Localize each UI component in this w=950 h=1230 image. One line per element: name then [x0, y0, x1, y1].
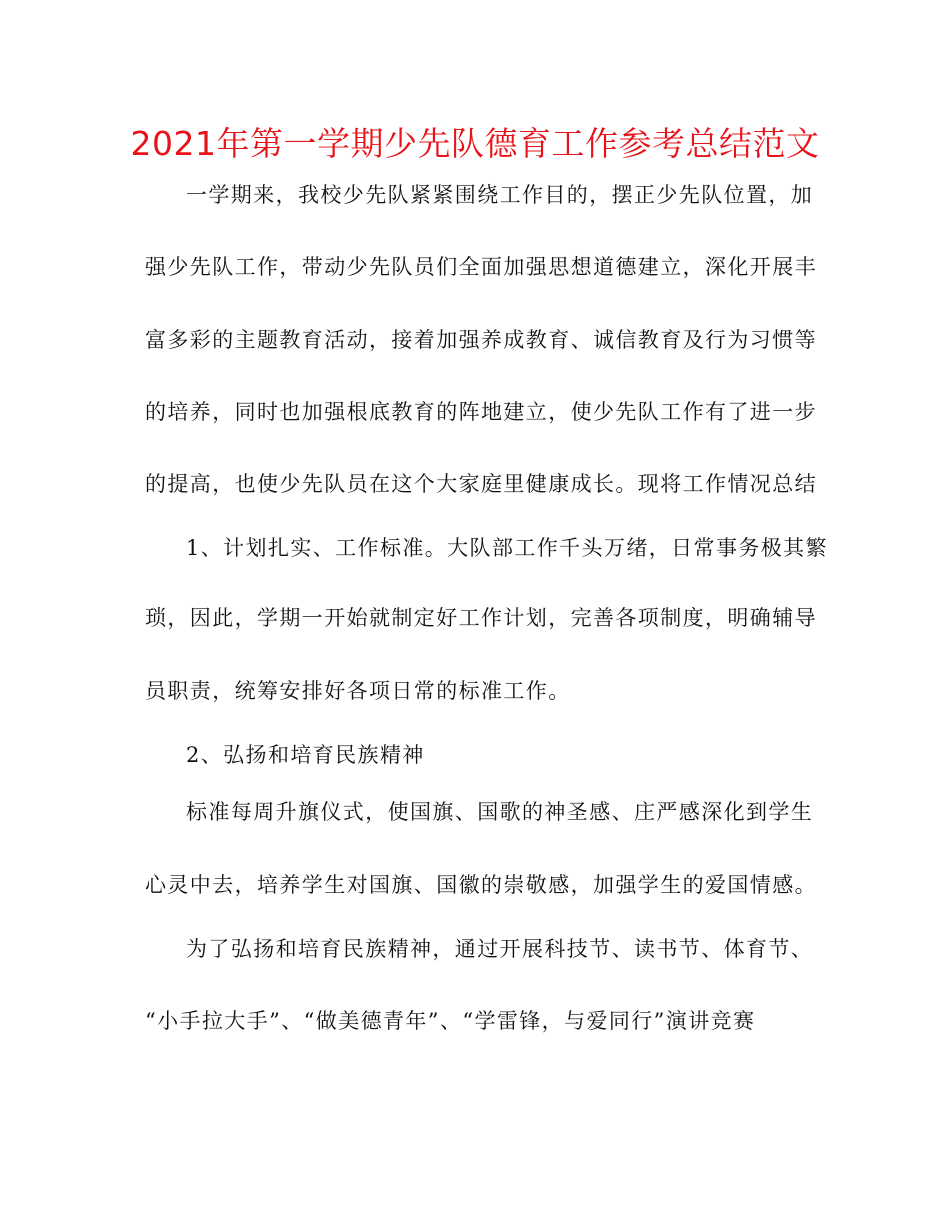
- paragraph-line: 的培养，同时也加强根底教育的阵地建立，使少先队工作有了进一步: [145, 400, 817, 424]
- paragraph-line: 标准每周升旗仪式，使国旗、国歌的神圣感、庄严感深化到学生: [186, 800, 814, 824]
- paragraph-line: 富多彩的主题教育活动，接着加强养成教育、诚信教育及行为习惯等: [145, 328, 817, 352]
- paragraph-line: “小手拉大手”、“做美德青年”、“学雷锋，与爱同行”演讲竞赛: [145, 1009, 756, 1033]
- document-title: 2021年第一学期少先队德育工作参考总结范文: [130, 124, 820, 163]
- paragraph-line: 1、计划扎实、工作标准。大队部工作千头万绪，日常事务极其繁: [186, 536, 828, 560]
- paragraph-line: 一学期来，我校少先队紧紧围绕工作目的，摆正少先队位置，加: [186, 183, 814, 207]
- paragraph-line: 强少先队工作，带动少先队员们全面加强思想道德建立，深化开展丰: [145, 255, 817, 279]
- paragraph-line: 2、弘扬和培育民族精神: [186, 743, 425, 767]
- paragraph-line: 心灵中去，培养学生对国旗、国徽的崇敬感，加强学生的爱国情感。: [145, 873, 817, 897]
- paragraph-line: 的提高，也使少先队员在这个大家庭里健康成长。现将工作情况总结: [145, 472, 817, 496]
- paragraph-line: 员职责，统筹安排好各项日常的标准工作。: [145, 679, 571, 703]
- paragraph-line: 为了弘扬和培育民族精神，通过开展科技节、读书节、体育节、: [186, 937, 814, 961]
- paragraph-line: 琐，因此，学期一开始就制定好工作计划，完善各项制度，明确辅导: [145, 606, 817, 630]
